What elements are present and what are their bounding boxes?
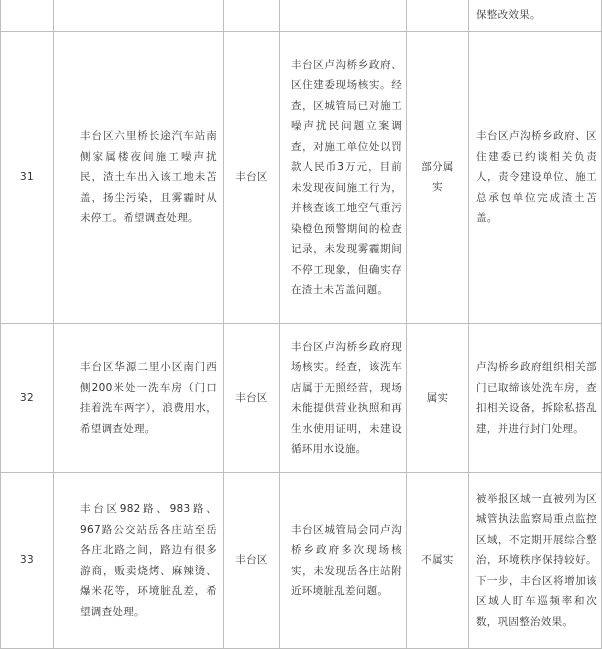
verdict-cell — [407, 32, 469, 324]
finding-cell — [280, 0, 407, 32]
district-text: 丰台区 — [224, 32, 280, 324]
row-number: 33 — [1, 473, 54, 649]
district-text: 丰台区 — [224, 473, 280, 649]
verdict-cell — [407, 324, 469, 473]
verdict-cell — [407, 0, 469, 32]
issue-text: 丰台区华源二里小区南门西侧200米处一洗车房（门口挂着洗车两字），浪费用水，希望调查处理。 — [54, 324, 224, 473]
action-text: 被举报区域一直被列为区城管执法监察局重点监控区域，不定期开展综合整治，环境秩序保持较好。下一步，丰台区将增加该区域人盯车巡频率和次数，巩固整治效果。 — [469, 473, 602, 649]
issue-text: 丰台区982路、983路、967路公交站岳各庄站至岳各庄北路之间，路边有很多游商，贩卖烧烤、麻辣烫、爆米花等，环境脏乱差，希望调查处理。 — [54, 473, 224, 649]
action-text: 卢沟桥乡政府组织相关部门已取缔该处洗车房，查扣相关设备，拆除私搭乱建，并进行封门处理。 — [469, 324, 602, 473]
finding-text: 丰台区卢沟桥乡政府现场核实。经查，该洗车店属于无照经营，现场未能提供营业执照和再生水使用证明，未建设循环用水设施。 — [280, 324, 407, 473]
finding-text: 丰台区卢沟桥乡政府、区住建委现场核实。经查，区城管局已对施工噪声扰民问题立案调查，对施工单位处以罚款人民币3万元，目前未发现夜间施工行为，并核查该工地空气重污染橙色预警期间的检查记录，未发现雾霾期间不停工现象，但确实存在渣土未苫盖问题。 — [280, 32, 407, 324]
table-row-partial — [1, 0, 602, 32]
verdict-text: 属实 — [426, 391, 449, 404]
row-number: 31 — [1, 32, 54, 324]
verdict-text: 不属实 — [421, 554, 454, 567]
finding-text: 丰台区城管局会同卢沟桥乡政府多次现场核实，未发现岳各庄站附近环境脏乱差问题。 — [280, 473, 407, 649]
district-cell — [224, 0, 280, 32]
issue-cell — [54, 0, 224, 32]
table-row — [1, 32, 602, 324]
table-row — [1, 324, 602, 473]
table-row — [1, 473, 602, 649]
verdict-cell — [407, 473, 469, 649]
action-cell: 保整改效果。 — [469, 0, 602, 32]
action-text: 丰台区卢沟桥乡政府、区住建委已约谈相关负责人，责令建设单位、施工总承包单位完成渣土苫盖。 — [469, 32, 602, 324]
row-number: 32 — [1, 324, 54, 473]
number-cell — [1, 0, 54, 32]
district-text: 丰台区 — [224, 324, 280, 473]
verdict-text: 部分属实 — [421, 161, 454, 194]
issue-text: 丰台区六里桥长途汽车站南侧家属楼夜间施工噪声扰民，渣土车出入该工地未苫盖，扬尘污染，且雾霾时从未停工。希望调查处理。 — [54, 32, 224, 324]
